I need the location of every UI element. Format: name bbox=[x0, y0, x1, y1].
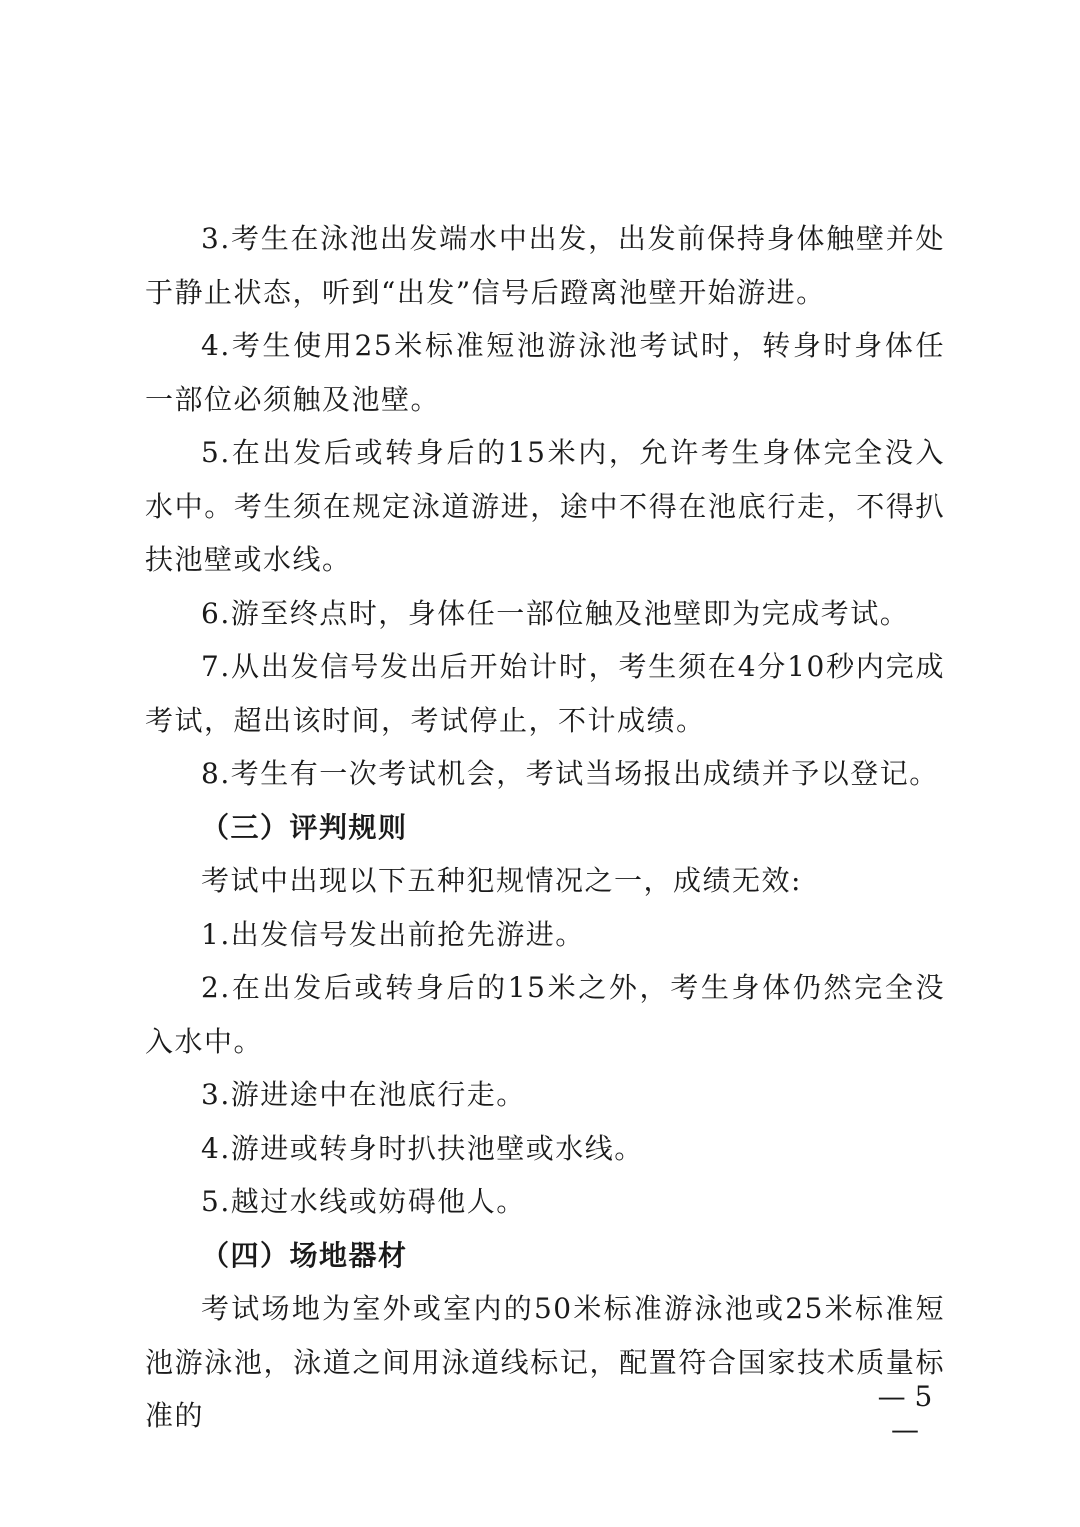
paragraph-foul-2: 2.在出发后或转身后的15米之外，考生身体仍然完全没入水中。 bbox=[145, 971, 945, 1058]
paragraph-start-rule: 3.考生在泳池出发端水中出发，出发前保持身体触壁并处于静止状态，听到“出发”信号后蹬离池壁开始游进。 bbox=[145, 222, 945, 309]
paragraph-foul-1: 1.出发信号发出前抢先游进。 bbox=[201, 917, 585, 951]
paragraph-time-limit-rule: 7.从出发信号发出后开始计时，考生须在4分10秒内完成考试，超出该时间，考试停止，不计成绩。 bbox=[145, 650, 945, 737]
section-heading-judging-rules: （三）评判规则 bbox=[201, 810, 408, 844]
section-heading-venue-equipment: （四）场地器材 bbox=[201, 1238, 408, 1272]
paragraph-finish-rule: 6.游至终点时，身体任一部位触及池壁即为完成考试。 bbox=[201, 596, 910, 630]
paragraph-foul-4: 4.游进或转身时扒扶池壁或水线。 bbox=[201, 1131, 644, 1165]
paragraph-submerge-rule: 5.在出发后或转身后的15米内，允许考生身体完全没入水中。考生须在规定泳道游进，途中不得在池底行走，不得扒扶池壁或水线。 bbox=[145, 436, 945, 576]
paragraph-foul-5: 5.越过水线或妨碍他人。 bbox=[201, 1185, 526, 1218]
document-body bbox=[145, 212, 945, 1443]
paragraph-attempt-rule: 8.考生有一次考试机会，考试当场报出成绩并予以登记。 bbox=[201, 757, 939, 790]
paragraph-venue: 考试场地为室外或室内的50米标准游泳池或25米标准短池游泳池，泳道之间用泳道线标记，配置符合国家技术质量标准的 bbox=[145, 1292, 945, 1432]
paragraph-foul-3: 3.游进途中在池底行走。 bbox=[201, 1078, 526, 1111]
paragraph-turn-rule: 4.考生使用25米标准短池游泳池考试时，转身时身体任一部位必须触及池壁。 bbox=[145, 329, 945, 416]
paragraph-fouls-intro: 考试中出现以下五种犯规情况之一，成绩无效: bbox=[201, 864, 802, 897]
page-number: — 5 — bbox=[877, 1380, 933, 1446]
